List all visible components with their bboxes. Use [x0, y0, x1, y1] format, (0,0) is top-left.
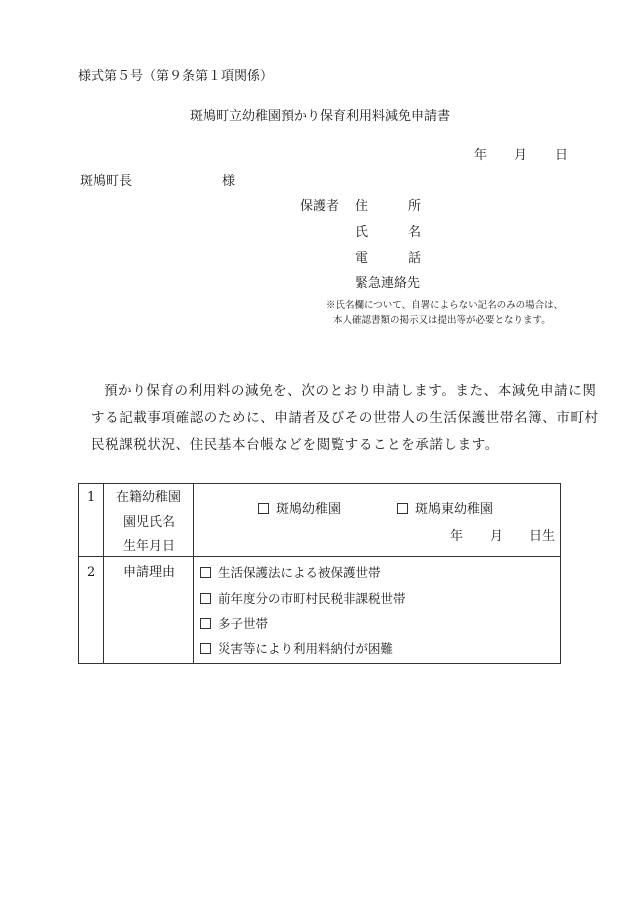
body-line-3: 民税課税状況、住民基本台帳などを閲覧することを承諾します。: [91, 437, 499, 453]
date-year: 年: [474, 148, 488, 163]
label-child-name: 園児氏名: [123, 515, 176, 530]
row1-number-cell: [79, 484, 104, 557]
name-label-1: 氏: [355, 225, 369, 240]
table-row-enrollment: [79, 484, 561, 557]
option-ikaruga-higashi-label: 斑鳩東幼稚園: [415, 502, 494, 517]
option-ikaruga-label: 斑鳩幼稚園: [276, 502, 342, 517]
reason-welfare[interactable]: [200, 565, 381, 581]
reason-multi-child-label: 多子世帯: [218, 616, 269, 631]
addressee-honorific: 様: [222, 174, 236, 189]
address-label-1: 住: [355, 199, 369, 214]
row2-value-cell: [194, 557, 561, 664]
checkbox-reason-tax-exempt[interactable]: [200, 593, 211, 604]
body-line-1: 預かり保育の利用料の減免を、次のとおり申請します。また、本減免申請に関: [104, 383, 597, 399]
checkbox-ikaruga-higashi[interactable]: [397, 503, 408, 514]
guardian-label: 保護者: [300, 199, 340, 214]
form-number: 様式第５号（第９条第１項関係）: [78, 69, 274, 84]
reason-tax-exempt[interactable]: [200, 591, 406, 607]
signature-note-line2: 本人確認書類の掲示又は提出等が必要となります。: [333, 315, 551, 326]
row2-number: 2: [87, 565, 96, 580]
row1-value-cell: [194, 484, 561, 557]
table-row-reason: [79, 557, 561, 664]
row1-number: 1: [87, 490, 96, 505]
reason-multi-child[interactable]: [200, 616, 268, 632]
label-reason: 申請理由: [123, 565, 176, 580]
reason-disaster-label: 災害等により利用料納付が困難: [218, 641, 394, 656]
label-kindergarten: 在籍幼稚園: [116, 490, 182, 505]
option-ikaruga-higashi-kindergarten[interactable]: [397, 502, 493, 518]
row2-number-cell: [79, 557, 104, 664]
reason-tax-exempt-label: 前年度分の市町村民税非課税世帯: [218, 591, 406, 606]
reason-disaster[interactable]: [200, 641, 393, 657]
birth-month: 月: [490, 529, 504, 544]
row2-label-cell: [104, 557, 194, 664]
label-birthdate: 生年月日: [123, 539, 176, 554]
body-line-2: する記載事項確認のために、申請者及びその世帯人の生活保護世帯名簿、市町村: [91, 410, 599, 426]
checkbox-reason-disaster[interactable]: [200, 643, 211, 654]
document-title: 斑鳩町立幼稚園預かり保育利用料減免申請書: [190, 109, 451, 124]
date-month: 月: [514, 148, 528, 163]
phone-label-1: 電: [355, 251, 369, 266]
phone-label-2: 話: [408, 251, 422, 266]
address-label-2: 所: [408, 199, 422, 214]
option-ikaruga-kindergarten[interactable]: [258, 502, 341, 518]
row1-label-cell: [104, 484, 194, 557]
signature-note-line1: ※氏名欄について、自署によらない記名のみの場合は、: [326, 300, 564, 311]
name-label-2: 名: [408, 225, 422, 240]
checkbox-reason-welfare[interactable]: [200, 567, 211, 578]
checkbox-reason-multi-child[interactable]: [200, 618, 211, 629]
date-day: 日: [555, 148, 569, 163]
reason-welfare-label: 生活保護法による被保護世帯: [218, 565, 381, 580]
application-table: [78, 483, 561, 664]
checkbox-ikaruga[interactable]: [258, 503, 269, 514]
emergency-contact-label: 緊急連絡先: [355, 276, 421, 291]
birth-year: 年: [450, 529, 464, 544]
addressee-name: 斑鳩町長: [80, 174, 133, 189]
birth-day: 日生: [529, 529, 556, 544]
